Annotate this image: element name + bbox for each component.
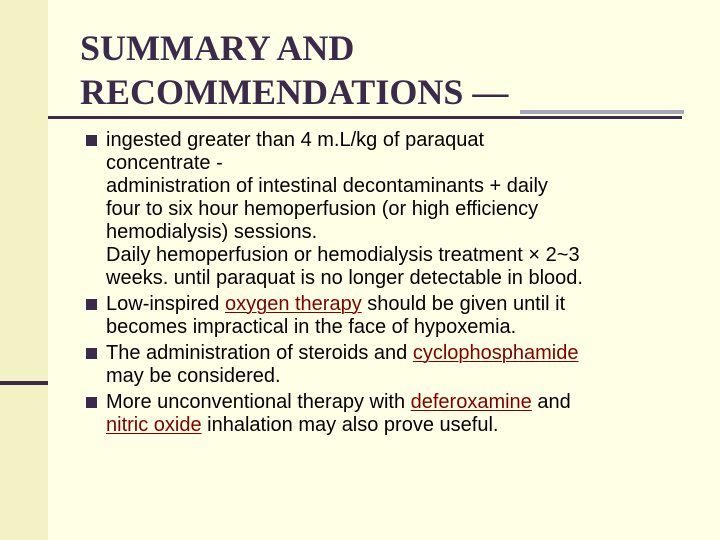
- title-rule: [48, 116, 682, 119]
- bullet-4-line-2: [106, 414, 706, 437]
- square-bullet-icon: [86, 397, 97, 408]
- title-line-2: RECOMMENDATIONS —: [80, 72, 509, 112]
- bullet-1-line-2: concentrate -: [106, 152, 223, 174]
- bullet-3-line-2: may be considered.: [106, 365, 281, 387]
- square-bullet-icon: [86, 348, 97, 359]
- bullet-item-steroids: [86, 342, 706, 388]
- square-bullet-icon: [86, 135, 97, 146]
- bullet-1-line-6: Daily hemoperfusion or hemodialysis treatment × 2~3: [106, 244, 580, 266]
- bullet-item-unconventional-therapy: [86, 391, 706, 437]
- bullet-2-line-1: [106, 293, 706, 316]
- nitric-oxide-link[interactable]: nitric oxide: [106, 414, 202, 436]
- bullet-1-line-7: weeks. until paraquat is no longer detectable in blood.: [106, 267, 583, 289]
- left-decorative-strip: [0, 0, 48, 540]
- bullet-4-text-after-link: and: [531, 391, 571, 413]
- oxygen-therapy-link[interactable]: oxygen therapy: [224, 293, 362, 315]
- bullet-2-line-2: becomes impractical in the face of hypoxemia.: [106, 316, 517, 338]
- bullet-4-text-after-second-link: inhalation may also prove useful.: [201, 414, 499, 436]
- bullet-3-text-before-link: The administration of steroids and: [106, 342, 413, 364]
- bullet-1-line-4: four to six hour hemoperfusion (or high efficiency: [106, 198, 539, 220]
- bullet-3-line-1: [106, 342, 706, 365]
- bullet-list: [86, 129, 706, 440]
- title-rule-shadow: [520, 110, 684, 114]
- bullet-2-text-after-link: should be given until it: [361, 293, 566, 315]
- left-accent-bar: [0, 381, 48, 385]
- cyclophosphamide-link[interactable]: cyclophosphamide: [412, 342, 579, 364]
- slide-title: [80, 26, 680, 114]
- bullet-item-oxygen-therapy: [86, 293, 706, 339]
- title-line-1: SUMMARY AND: [80, 28, 355, 68]
- bullet-1-line-5: hemodialysis) sessions.: [106, 221, 318, 243]
- bullet-item-paraquat-ingestion: [86, 129, 706, 290]
- bullet-4-text-before-link: More unconventional therapy with: [106, 391, 411, 413]
- bullet-4-line-1: [106, 391, 706, 414]
- square-bullet-icon: [86, 299, 97, 310]
- bullet-1-line-3: administration of intestinal decontaminants + daily: [106, 175, 548, 197]
- bullet-2-text-before-link: Low-inspired: [106, 293, 225, 315]
- deferoxamine-link[interactable]: deferoxamine: [410, 391, 532, 413]
- bullet-1-line-1: ingested greater than 4 m.L/kg of paraquat: [106, 129, 485, 151]
